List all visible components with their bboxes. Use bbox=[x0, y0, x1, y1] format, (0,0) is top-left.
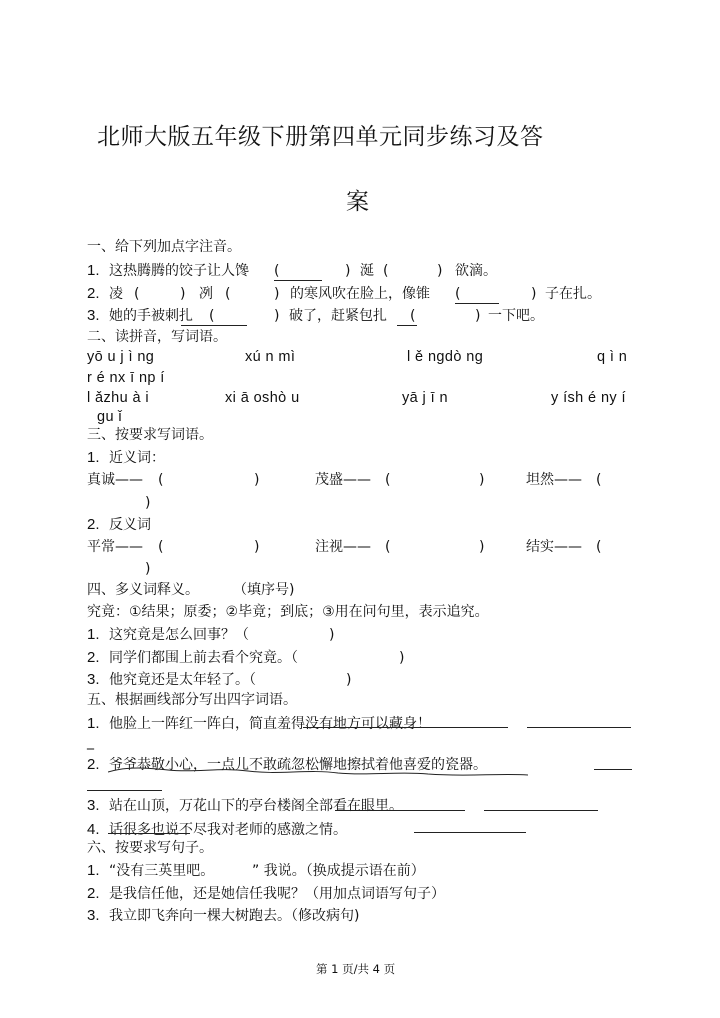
section-2-heading: 二、读拼音，写词语。 bbox=[87, 329, 227, 345]
answer-line bbox=[274, 280, 322, 281]
page-title: 北师大版五年级下册第四单元同步练习及答 bbox=[97, 124, 544, 150]
section-1-heading: 一、给下列加点字注音。 bbox=[87, 239, 241, 255]
text-underline bbox=[108, 833, 190, 834]
pinyin-item: yō u j ì ng bbox=[87, 349, 155, 365]
answer-line bbox=[181, 325, 247, 326]
q-number: 2. bbox=[87, 516, 100, 533]
paren-close: ) bbox=[399, 650, 405, 666]
paren-close: ) bbox=[475, 308, 481, 324]
q-text: 同学们都围上前去看个究竟。（ bbox=[109, 650, 298, 666]
paren-close: ) bbox=[531, 286, 537, 302]
paren-open: ( bbox=[385, 539, 391, 555]
subheading-synonyms: 近义词： bbox=[109, 450, 165, 466]
answer-line bbox=[527, 727, 631, 728]
q-number: 3. bbox=[87, 671, 100, 688]
paren-close: ) bbox=[254, 472, 260, 488]
paren-open: ( bbox=[158, 539, 164, 555]
paren-close: ) bbox=[346, 672, 352, 688]
q-text: 子在扎。 bbox=[545, 286, 601, 302]
q-number: 2. bbox=[87, 885, 100, 902]
pinyin-item: r é nx ī np í bbox=[87, 370, 165, 386]
q-number: 3. bbox=[87, 307, 100, 324]
q-number: 1. bbox=[87, 626, 100, 643]
section-4-heading: 四、多义词释义。 bbox=[87, 582, 199, 598]
q-number: 1. bbox=[87, 715, 100, 732]
answer-line bbox=[397, 325, 417, 326]
q-number: 4. bbox=[87, 821, 100, 838]
pinyin-item: l ě ngdò ng bbox=[407, 349, 484, 365]
q-text: 这热腾腾的饺子让人馋 bbox=[109, 263, 249, 279]
paren-close: ) bbox=[345, 263, 351, 279]
answer-dash: _ bbox=[87, 734, 94, 750]
text-underline bbox=[335, 810, 465, 811]
paren-open: ( bbox=[455, 286, 461, 302]
q-text: 爷爷恭敬小心，一点儿不敢疏忽松懈地擦拭着他喜爱的瓷器。 bbox=[109, 757, 487, 773]
q-number: 2. bbox=[87, 285, 100, 302]
q-text: 破了，赶紧包扎 bbox=[289, 308, 387, 324]
paren-close: ) bbox=[479, 472, 485, 488]
paren-close: ) bbox=[145, 561, 151, 577]
section-3-heading: 三、按要求写词语。 bbox=[87, 427, 213, 443]
pinyin-item: gu ǐ bbox=[97, 409, 122, 425]
q-number: 2. bbox=[87, 649, 100, 666]
page-footer: 第 1 页/共 4 页 bbox=[316, 962, 396, 976]
q-text: 站在山顶，万花山下的亭台楼阁全部看在眼里。 bbox=[109, 798, 403, 814]
paren-open: ( bbox=[383, 263, 389, 279]
q-text: 他究竟还是太年轻了。（ bbox=[109, 672, 256, 688]
q-text: 冽 bbox=[199, 286, 213, 302]
q-text: 他脸上一阵红一阵白，简直羞得没有地方可以藏身！ bbox=[109, 716, 431, 732]
q-number: 3. bbox=[87, 907, 100, 924]
paren-open: ( bbox=[225, 286, 231, 302]
section-4-note: （填序号) bbox=[233, 582, 295, 598]
answer-line bbox=[455, 303, 499, 304]
pinyin-item: xi ā oshò u bbox=[225, 390, 300, 406]
q-number: 1. bbox=[87, 449, 100, 466]
q-number: 1. bbox=[87, 862, 100, 879]
q-text: 我立即飞奔向一棵大树跑去。（修改病句) bbox=[109, 908, 360, 924]
q-text: 一下吧。 bbox=[488, 308, 544, 324]
paren-close: ) bbox=[180, 286, 186, 302]
pinyin-item: xú n mì bbox=[245, 349, 296, 365]
answer-line bbox=[484, 810, 598, 811]
answer-line bbox=[594, 769, 632, 770]
q-text: 这究竟是怎么回事？（ bbox=[109, 627, 249, 643]
q-number: 3. bbox=[87, 797, 100, 814]
word-prompt: 结实—— bbox=[526, 539, 582, 555]
paren-open: ( bbox=[385, 472, 391, 488]
q-text: 她的手被刺扎 bbox=[109, 308, 193, 324]
q-text: “没有三英里吧。 bbox=[109, 863, 215, 879]
text-underline bbox=[303, 727, 508, 728]
section-5-heading: 五、根据画线部分写出四字词语。 bbox=[87, 692, 297, 708]
q-text: 是我信任他，还是她信任我呢？（用加点词语写句子） bbox=[109, 886, 445, 902]
q-text: ” 我说。（换成提示语在前） bbox=[252, 863, 425, 879]
pinyin-item: yā j ī n bbox=[402, 390, 448, 406]
q-number: 1. bbox=[87, 262, 100, 279]
q-text: 的寒风吹在脸上，像锥 bbox=[290, 286, 430, 302]
paren-close: ) bbox=[274, 286, 280, 302]
q-text: 凌 bbox=[109, 286, 123, 302]
word-prompt: 坦然—— bbox=[526, 472, 582, 488]
paren-open: ( bbox=[274, 263, 280, 279]
q-text: 欲滴。 bbox=[455, 263, 497, 279]
word-prompt: 真诚—— bbox=[87, 472, 143, 488]
answer-line bbox=[87, 790, 162, 791]
definition: 究竟：①结果；原委；②毕竟；到底；③用在问句里，表示追究。 bbox=[87, 604, 489, 620]
paren-open: ( bbox=[410, 308, 416, 324]
q-text: 话很多也说不尽我对老师的感激之情。 bbox=[109, 822, 347, 838]
q-text: 涎 bbox=[360, 263, 374, 279]
paren-open: ( bbox=[596, 472, 602, 488]
paren-open: ( bbox=[596, 539, 602, 555]
paren-close: ) bbox=[437, 263, 443, 279]
paren-open: ( bbox=[209, 308, 215, 324]
paren-open: ( bbox=[158, 472, 164, 488]
text-underline bbox=[108, 764, 528, 780]
pinyin-item: y ísh é ny í bbox=[551, 390, 626, 406]
paren-close: ) bbox=[329, 627, 335, 643]
word-prompt: 平常—— bbox=[87, 539, 143, 555]
section-6-heading: 六、按要求写句子。 bbox=[87, 840, 213, 856]
q-number: 2. bbox=[87, 756, 100, 773]
paren-close: ) bbox=[479, 539, 485, 555]
answer-line bbox=[414, 832, 526, 833]
word-prompt: 茂盛—— bbox=[315, 472, 371, 488]
page-title-cont: 案 bbox=[346, 189, 370, 215]
paren-close: ) bbox=[274, 308, 280, 324]
pinyin-item: l ǎzhu à i bbox=[87, 390, 150, 406]
word-prompt: 注视—— bbox=[315, 539, 371, 555]
subheading-antonyms: 反义词 bbox=[109, 517, 151, 533]
pinyin-item: q ì n bbox=[597, 349, 628, 365]
paren-open: ( bbox=[134, 286, 140, 302]
paren-close: ) bbox=[254, 539, 260, 555]
paren-close: ) bbox=[145, 495, 151, 511]
